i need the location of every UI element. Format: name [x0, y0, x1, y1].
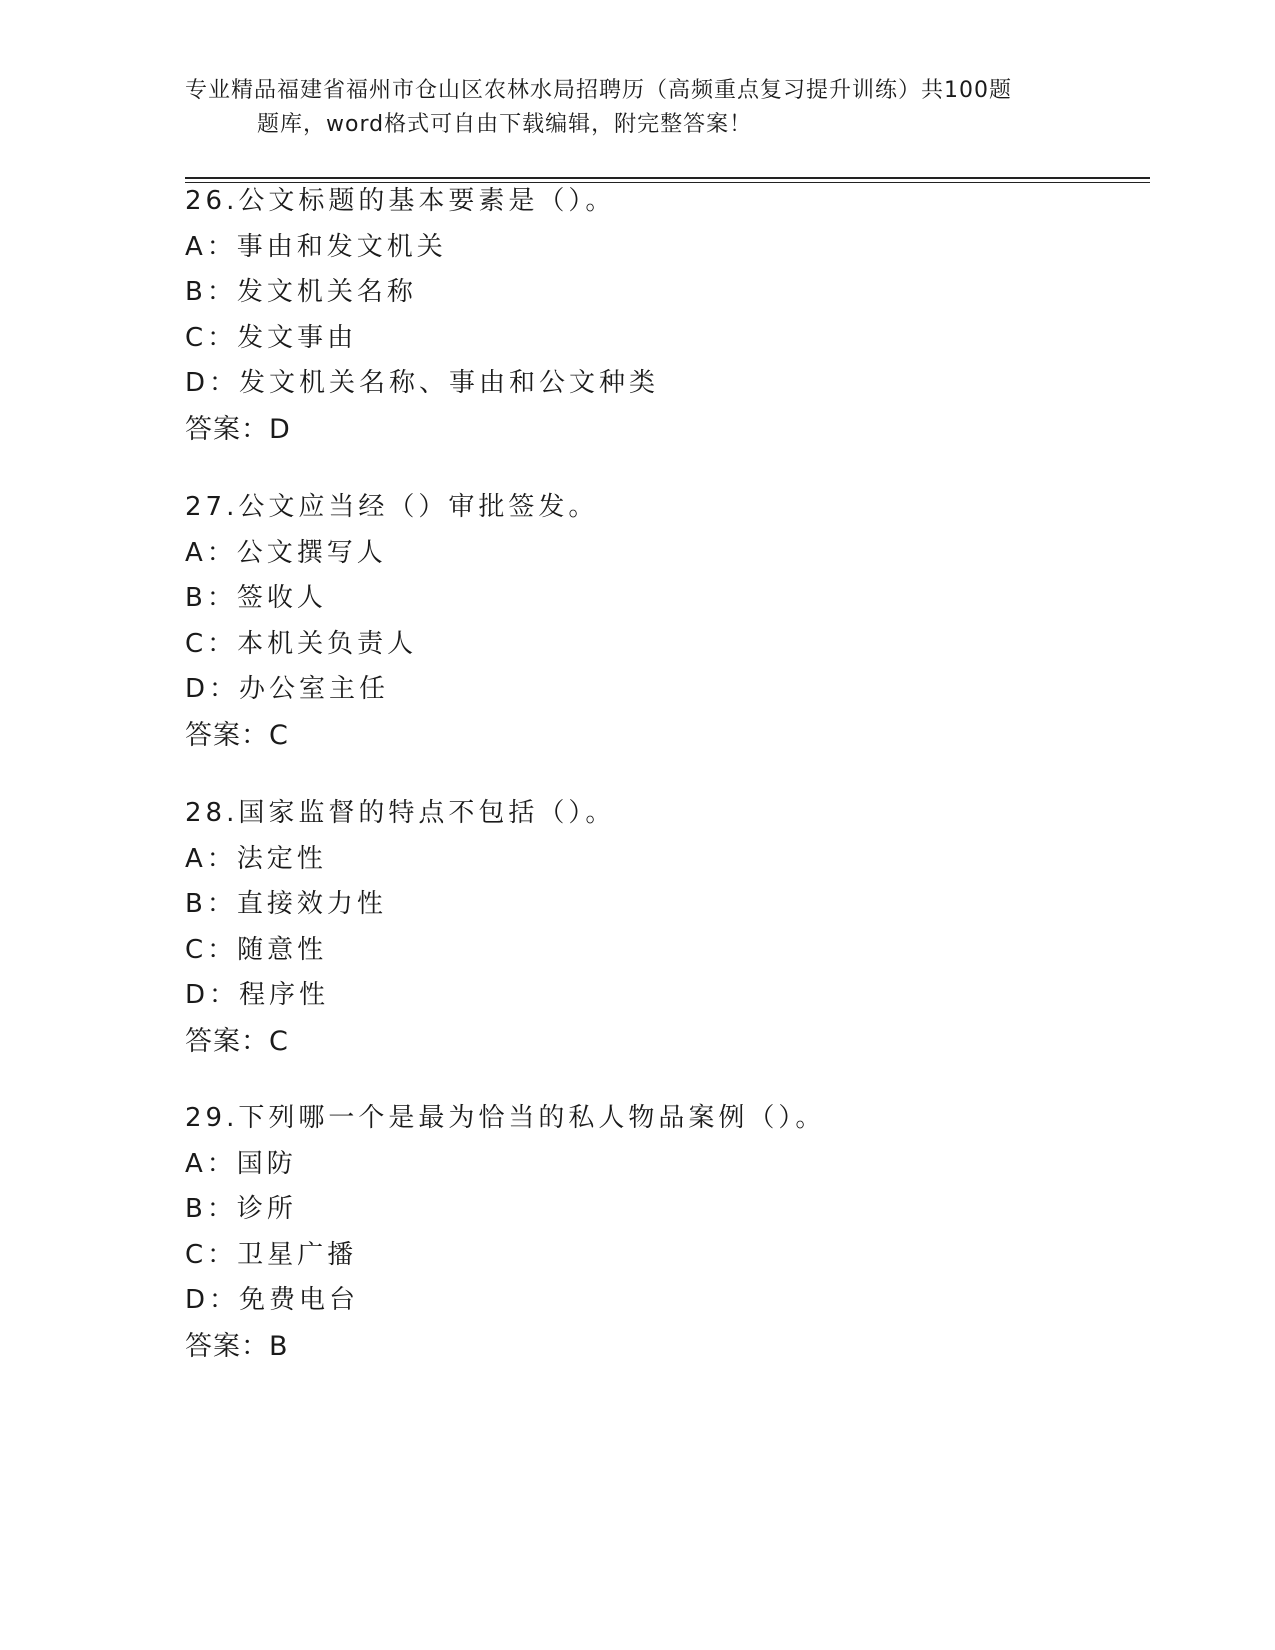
question-text: 29.下列哪一个是最为恰当的私人物品案例（）。	[185, 1103, 826, 1133]
question-block-26	[185, 179, 1145, 452]
option-d: D：办公室主任	[185, 674, 390, 704]
answer-line: 答案：D	[185, 413, 291, 445]
answer-line: 答案：B	[185, 1330, 289, 1362]
option-a: A：公文撰写人	[185, 537, 387, 568]
header-title-line-2: 题库，word格式可自由下载编辑，附完整答案！	[257, 112, 753, 137]
option-b: B：直接效力性	[185, 889, 387, 919]
option-b: B：发文机关名称	[185, 277, 417, 307]
question-block-29	[185, 1096, 1145, 1369]
question-text: 27.公文应当经（）审批签发。	[185, 492, 599, 522]
option-b: B：签收人	[185, 583, 327, 613]
option-d: D：程序性	[185, 980, 330, 1010]
option-c: C：卫星广播	[185, 1239, 358, 1270]
document-header	[185, 74, 1085, 142]
header-title-line-1: 专业精品福建省福州市仓山区农林水局招聘历（高频重点复习提升训练）共100题	[185, 78, 1012, 103]
option-c: C：随意性	[185, 934, 328, 965]
option-d: D：发文机关名称、事由和公文种类	[185, 368, 660, 398]
option-a: A：国防	[185, 1148, 297, 1179]
option-d: D：免费电台	[185, 1285, 360, 1315]
question-block-28	[185, 791, 1145, 1064]
option-c: C：发文事由	[185, 322, 358, 353]
option-b: B：诊所	[185, 1194, 297, 1224]
question-text: 26.公文标题的基本要素是（）。	[185, 186, 616, 216]
question-text: 28.国家监督的特点不包括（）。	[185, 798, 616, 828]
option-c: C：本机关负责人	[185, 628, 418, 659]
answer-line: 答案：C	[185, 719, 289, 751]
option-a: A：事由和发文机关	[185, 231, 447, 262]
question-block-27	[185, 485, 1145, 758]
answer-line: 答案：C	[185, 1025, 289, 1057]
option-a: A：法定性	[185, 843, 327, 874]
